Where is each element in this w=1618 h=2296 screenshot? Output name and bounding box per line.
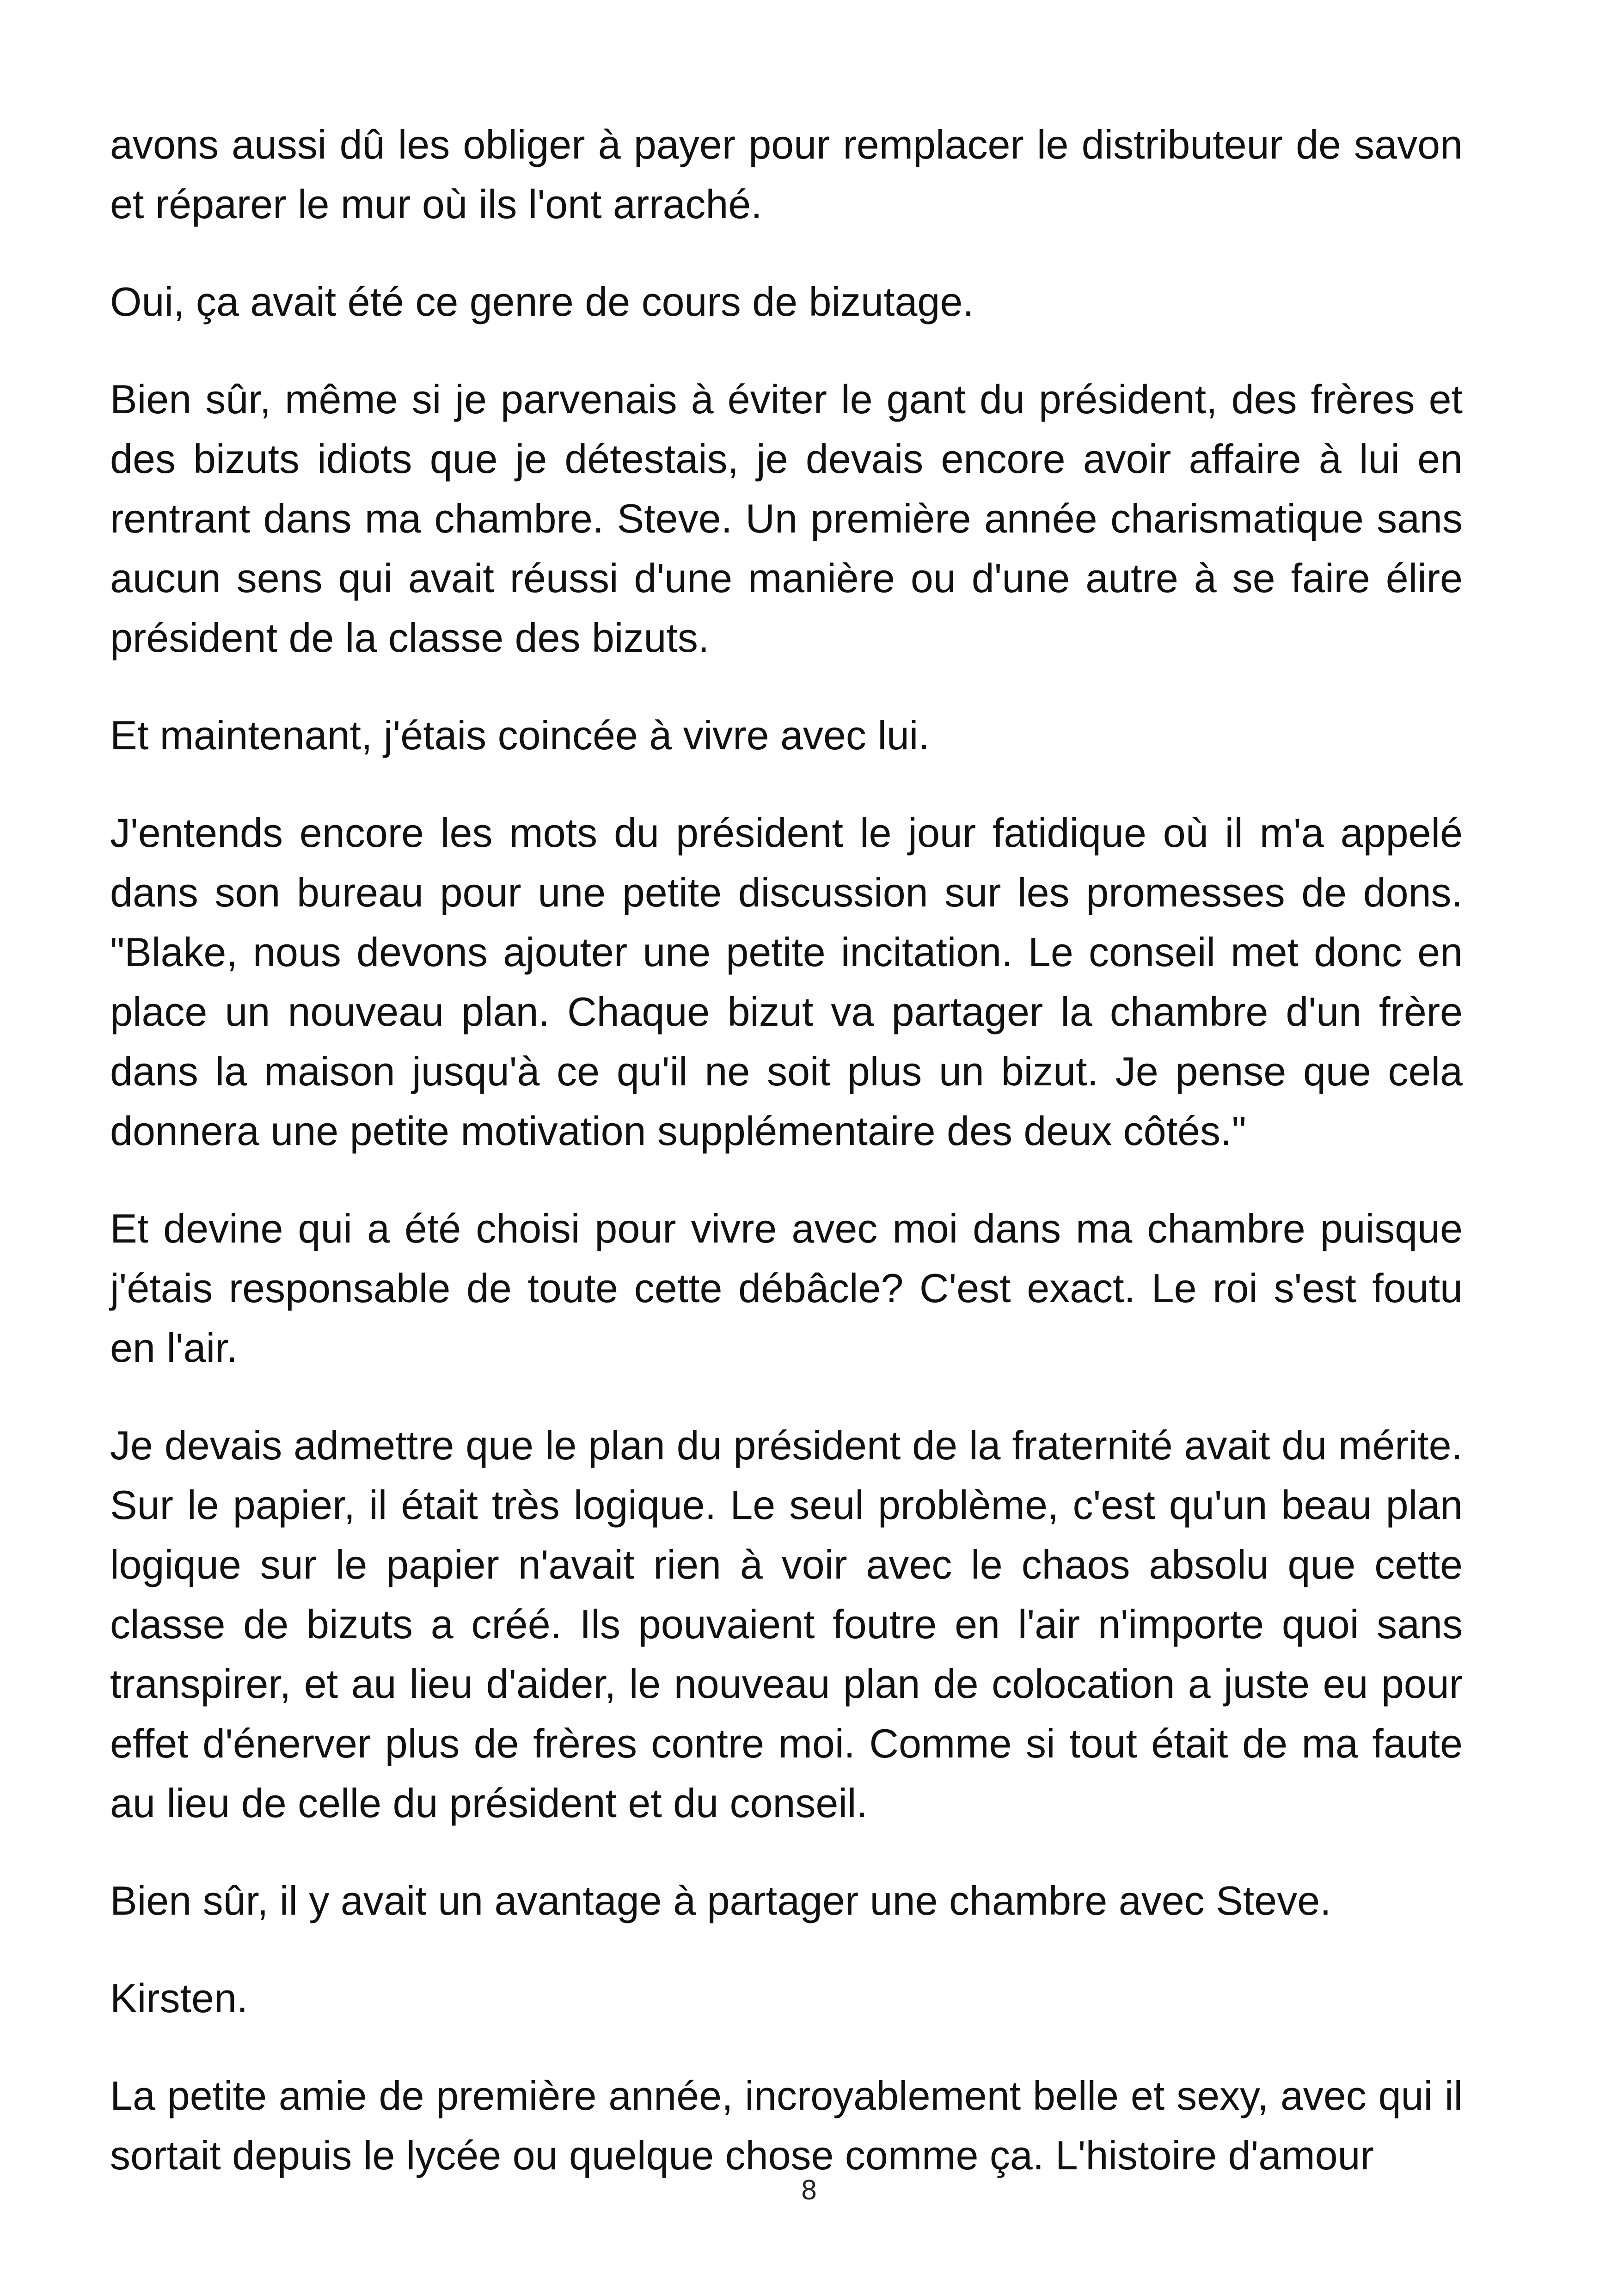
- paragraph-3: Bien sûr, même si je parvenais à éviter le gant du président, des frères et des bizuts idiots que je détestais, je devais encore avoir affaire à lui en rentrant dans ma chambre. Steve. Un première année charismatique sans aucun sens qui avait réussi d'une manière ou d'une autre à se faire élire président de la classe des bizuts.: [110, 376, 1463, 661]
- paragraph-2: Oui, ça avait été ce genre de cours de bizutage.: [110, 279, 974, 325]
- body-text: [110, 115, 1463, 2223]
- paragraph-8: Bien sûr, il y avait un avantage à partager une chambre avec Steve.: [110, 1878, 1331, 1923]
- paragraph-6: Et devine qui a été choisi pour vivre avec moi dans ma chambre puisque j'étais responsable de toute cette débâcle? C'est exact. Le roi s'est foutu en l'air.: [110, 1206, 1463, 1371]
- paragraph-5: J'entends encore les mots du président le jour fatidique où il m'a appelé dans son bureau pour une petite discussion sur les promesses de dons. "Blake, nous devons ajouter une petite incitation. Le conseil met donc en place un nouveau plan. Chaque bizut va partager la chambre d'un frère dans la maison jusqu'à ce qu'il ne soit plus un bizut. Je pense que cela donnera une petite motivation supplémentaire des deux côtés.": [110, 810, 1463, 1154]
- page-number: 8: [801, 2174, 817, 2205]
- paragraph-9: Kirsten.: [110, 1975, 248, 2021]
- paragraph-7: Je devais admettre que le plan du président de la fraternité avait du mérite. Sur le papier, il était très logique. Le seul problème, c'est qu'un beau plan logique sur le papier n'avait rien à voir avec le chaos absolu que cette classe de bizuts a créé. Ils pouvaient foutre en l'air n'importe quoi sans transpirer, et au lieu d'aider, le nouveau plan de colocation a juste eu pour effet d'énerver plus de frères contre moi. Comme si tout était de ma faute au lieu de celle du président et du conseil.: [110, 1422, 1463, 1826]
- paragraph-1: avons aussi dû les obliger à payer pour remplacer le distributeur de savon et réparer le mur où ils l'ont arraché.: [110, 122, 1463, 227]
- paragraph-4: Et maintenant, j'étais coincée à vivre avec lui.: [110, 712, 930, 758]
- paragraph-10: La petite amie de première année, incroyablement belle et sexy, avec qui il sortait depuis le lycée ou quelque chose comme ça. L'histoire d'amour: [110, 2073, 1463, 2178]
